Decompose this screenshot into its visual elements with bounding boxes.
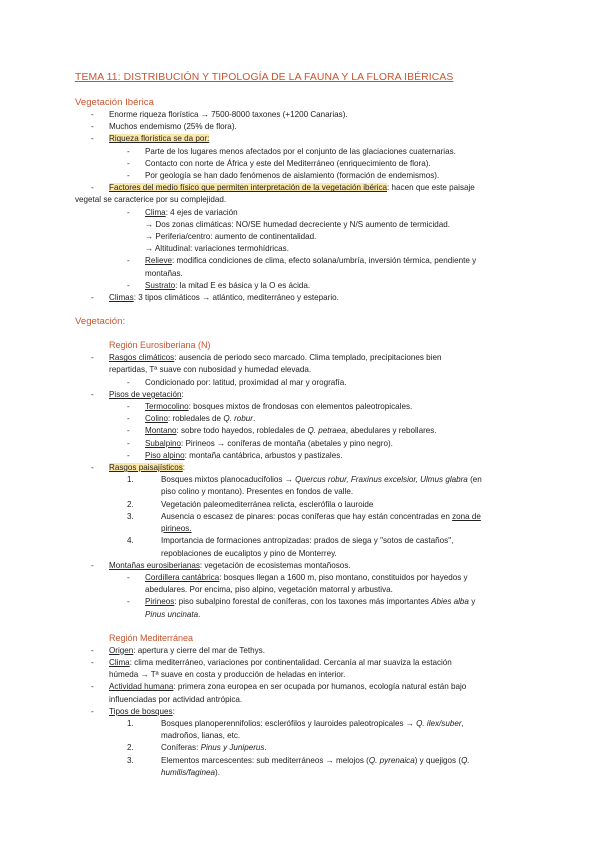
- list-item: - Climas: 3 tipos climáticos → atlántico, mediterráneo y estepario.: [91, 293, 339, 303]
- list-item-continuation: repartidas, Tª suave con nubosidad y humedad elevada.: [109, 365, 312, 375]
- highlighted-term: Factores del medio físico que permiten interpretación de la vegetación ibérica: [109, 183, 388, 193]
- list-item-continuation: vegetal se caracterice por su complejidad.: [75, 195, 227, 205]
- list-item: - Actividad humana: primera zona europea en ser ocupada por humanos, ecología natural están bajo: [91, 682, 467, 692]
- section-heading: Vegetación Ibérica: [75, 97, 154, 108]
- numbered-item-continuation: repoblaciones de eucaliptos y pino de Monterrey.: [161, 548, 337, 558]
- numbered-item: 1. Bosques planoperennifolios: esclerófilos y lauroides paleotropicales → Q. ilex/suber,: [127, 718, 464, 728]
- list-item: - Rasgos paisajísticos:: [91, 463, 186, 473]
- numbered-item: 4. Importancia de formaciones antropizadas: prados de siega y "sotos de castaños",: [127, 536, 454, 546]
- list-item-continuation: abedulares. Por encima, piso alpino, vegetación matorral y arbustiva.: [145, 585, 393, 595]
- list-item-continuation: influenciadas por actividad antrópica.: [109, 694, 243, 704]
- page-title: TEMA 11: DISTRIBUCIÓN Y TIPOLOGÍA DE LA FAUNA Y LA FLORA IBÉRICAS: [75, 72, 454, 83]
- numbered-item: 2. Coníferas: Pinus y Juniperus.: [127, 743, 267, 753]
- list-item: - Colino: robledales de Q. robur.: [127, 414, 256, 424]
- numbered-item-continuation: piso colino y montano). Presentes en fondos de valle.: [161, 487, 354, 497]
- list-item: - Sustrato: la mitad E es básica y la O es ácida.: [127, 280, 311, 290]
- list-item: - Riqueza florística se da por:: [91, 134, 210, 144]
- list-item: - Piso alpino: montaña cantábrica, arbustos y pastizales.: [127, 450, 343, 460]
- numbered-item: 1. Bosques mixtos planocaducifolios → Quercus robur, Fraxinus excelsior, Ulmus glabra (en: [127, 475, 482, 485]
- list-item: - Cordillera cantábrica: bosques llegan a 1600 m, piso montano, constituidos por hayedos y: [127, 572, 468, 582]
- numbered-item: 2. Vegetación paleomediterránea relicta, esclerófila o lauroide: [127, 499, 374, 509]
- numbered-item: 3. Elementos marcescentes: sub mediterráneos → melojos (Q. pyrenaica) y quejigos (Q.: [127, 755, 470, 765]
- list-item: - Pisos de vegetación:: [91, 389, 184, 399]
- list-item: - Montano: sobre todo hayedos, robledales de Q. petraea, abedulares y rebollares.: [127, 426, 437, 436]
- highlighted-term: Riqueza florística se da por:: [109, 134, 210, 144]
- list-item: - Contacto con norte de África y este del Mediterráneo (enriquecimiento de flora).: [127, 158, 431, 168]
- list-item: - Tipos de bosques:: [91, 706, 175, 716]
- list-item-continuation: húmeda → Tª suave en costa y producción de heladas en interior.: [109, 670, 346, 680]
- numbered-item-continuation: humilis/faginea).: [161, 767, 220, 777]
- arrow-item: → Altitudinal: variaciones termohídricas.: [145, 244, 289, 254]
- arrow-item: → Periferia/centro: aumento de continentalidad.: [145, 232, 317, 242]
- document-body: [75, 96, 527, 779]
- list-item: - Termocolino: bosques mixtos de frondosas con elementos paleotropicales.: [127, 402, 413, 412]
- numbered-item-continuation: pirineos.: [161, 524, 192, 534]
- list-item: - Enorme riqueza florística → 7500-8000 taxones (+1200 Canarias).: [91, 110, 348, 119]
- list-item: - Montañas eurosiberianas: vegetación de ecosistemas montañosos.: [91, 560, 351, 570]
- subsection-heading: Región Eurosiberiana (N): [109, 340, 211, 351]
- list-item-continuation: Pinus uncinata.: [145, 609, 201, 619]
- section-heading: Vegetación:: [75, 316, 126, 328]
- list-item: - Parte de los lugares menos afectados por el conjunto de las glaciaciones cuaternarias.: [127, 146, 456, 156]
- list-item: - Rasgos climáticos: ausencia de periodo seco marcado. Clima templado, precipitaciones bien: [91, 353, 442, 363]
- list-item: - Clima: clima mediterráneo, variaciones por continentalidad. Cercanía al mar suaviza la estación: [91, 657, 452, 667]
- list-item: - Subalpino: Pirineos → coníferas de montaña (abetales y pino negro).: [127, 438, 393, 448]
- list-item: - Muchos endemismo (25% de flora).: [91, 122, 237, 132]
- list-item: - Origen: apertura y cierre del mar de Tethys.: [91, 645, 265, 655]
- highlighted-term: Rasgos paisajísticos: [109, 463, 183, 473]
- list-item: - Por geología se han dado fenómenos de aislamiento (formación de endemismos).: [127, 171, 440, 181]
- numbered-item: 3. Ausencia o escasez de pinares: pocas coníferas que hay están concentradas en zona de: [127, 511, 481, 521]
- numbered-item-continuation: madroños, lianas, etc.: [161, 731, 241, 741]
- list-item: - Condicionado por: latitud, proximidad al mar y orografía.: [127, 377, 347, 387]
- arrow-item: → Dos zonas climáticas: NO/SE humedad decreciente y N/S aumento de termicidad.: [145, 219, 451, 229]
- list-item: - Relieve: modifica condiciones de clima, efecto solana/umbría, inversión térmica, pendiente y: [127, 256, 477, 266]
- list-item: - Pirineos: piso subalpino forestal de coníferas, con los taxones más importantes Abies alba y: [127, 597, 476, 607]
- list-item: - Clima: 4 ejes de variación: [127, 207, 238, 217]
- list-item: - Factores del medio físico que permiten interpretación de la vegetación ibérica: hacen que este paisaje: [91, 183, 475, 193]
- subsection-heading: Región Mediterránea: [109, 632, 194, 643]
- list-item-continuation: montañas.: [145, 268, 183, 278]
